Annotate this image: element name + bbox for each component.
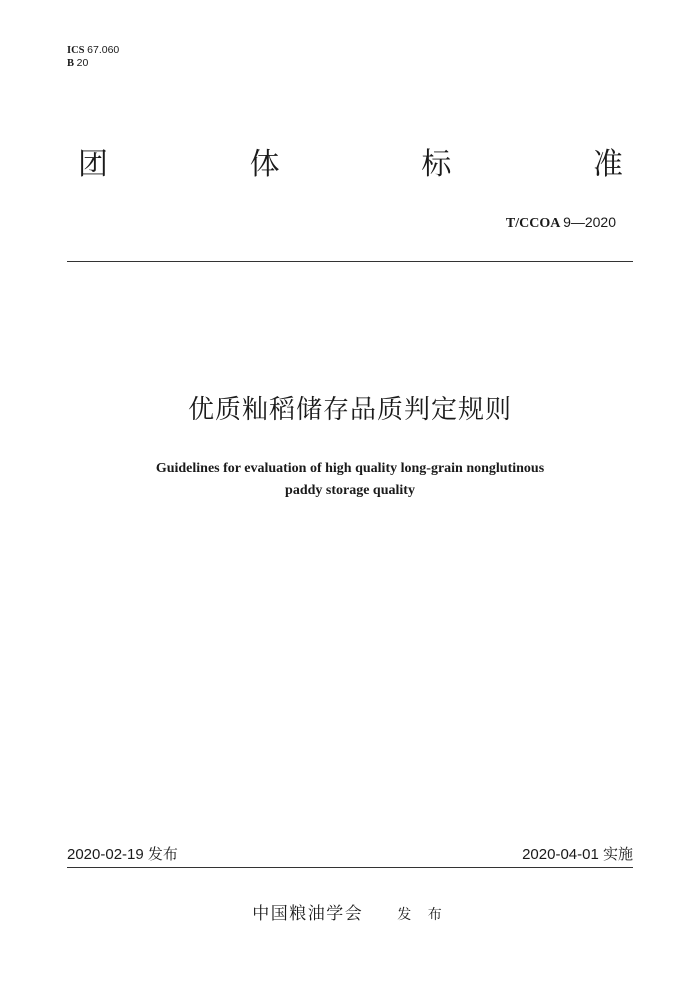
title-english-line: Guidelines for evaluation of high quality long-grain nonglutinous — [155, 461, 545, 476]
ccs-line — [67, 57, 119, 70]
classification-block — [67, 44, 119, 70]
ccs-label: B — [67, 58, 75, 69]
title-english-line: paddy storage quality — [285, 483, 415, 498]
standard-type-char: 准 — [592, 147, 623, 182]
standard-type-char: 体 — [249, 147, 280, 182]
standard-code-prefix: T/CCOA — [505, 216, 560, 231]
title-chinese: 优质籼稻储存品质判定规则 — [187, 395, 512, 425]
ics-line — [67, 44, 119, 57]
standard-type-char: 团 — [78, 147, 108, 182]
footer-divider — [67, 867, 633, 868]
standard-code — [506, 213, 616, 233]
header-divider — [67, 261, 633, 262]
ccs-code: 20 — [76, 57, 89, 69]
standard-type-char: 标 — [421, 147, 452, 182]
standard-code-number: 9—2020 — [563, 214, 616, 230]
ics-code: 67.060 — [87, 44, 120, 56]
issue-date: 2020-02-19 发布 — [67, 846, 178, 863]
title-english — [0, 458, 700, 502]
implementation-date: 2020-04-01 实施 — [522, 846, 633, 863]
standard-type-heading — [78, 145, 623, 185]
issuer-organization: 中国粮油学会 — [252, 904, 364, 924]
ics-label: ICS — [67, 45, 85, 56]
issuer-line — [0, 903, 700, 926]
issuer-action: 发 布 — [397, 907, 448, 923]
